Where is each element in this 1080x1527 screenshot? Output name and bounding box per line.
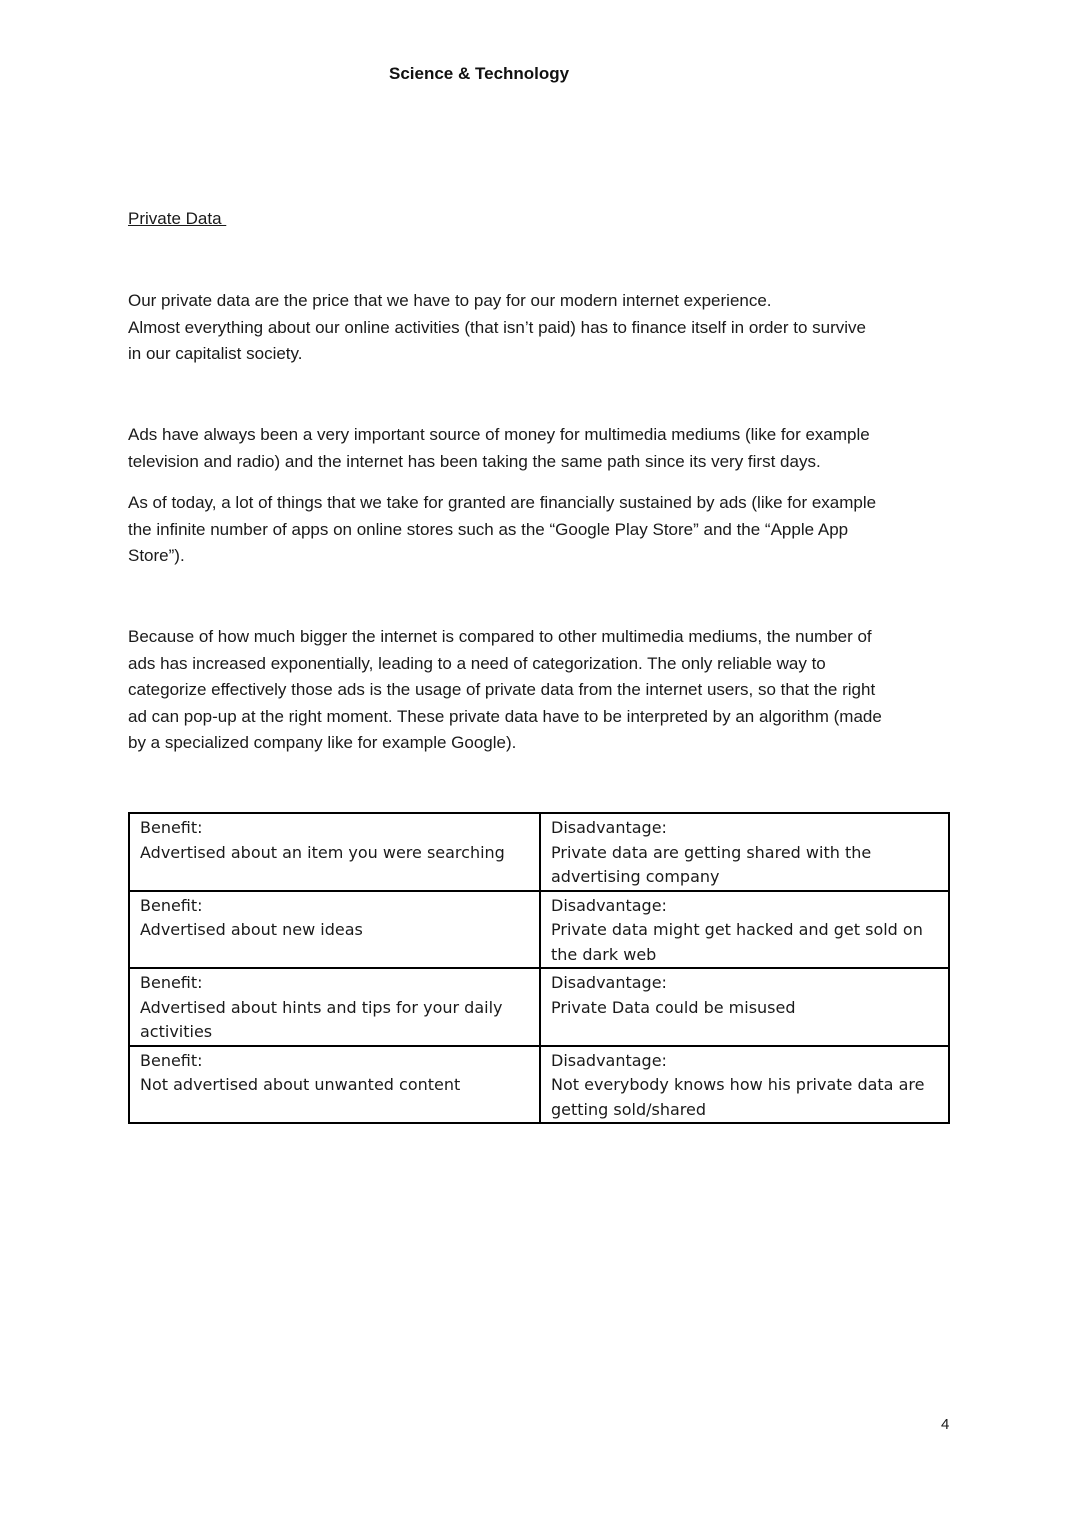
disadvantage-cell: [540, 813, 949, 891]
page-number: 4: [941, 1416, 950, 1433]
benefit-text: Not advertised about unwanted content: [140, 1075, 461, 1094]
paragraph-line: Ads have always been a very important source of money for multimedia mediums (like for example: [128, 425, 870, 444]
disadvantage-cell: [540, 1046, 949, 1124]
paragraph-line: in our capitalist society.: [128, 344, 303, 363]
paragraph-line: Almost everything about our online activities (that isn’t paid) has to finance itself in order to survive: [128, 317, 866, 337]
disadvantage-label: Disadvantage:: [551, 1050, 667, 1070]
disadvantage-text: Private Data could be misused: [551, 997, 796, 1017]
paragraph-ads-history: [128, 422, 958, 475]
benefit-cell: [129, 968, 540, 1046]
paragraph-line: ad can pop-up at the right moment. These private data have to be interpreted by an algorithm (made: [128, 706, 882, 726]
disadvantage-label: Disadvantage:: [551, 895, 667, 915]
benefit-cell: [129, 813, 540, 891]
paragraph-line: Because of how much bigger the internet is compared to other multimedia mediums, the number of: [128, 627, 872, 646]
paragraph-ads-today: [128, 490, 958, 570]
benefit-label: Benefit:: [140, 895, 203, 915]
paragraph-line: Our private data are the price that we have to pay for our modern internet experience.: [128, 291, 772, 310]
benefits-disadvantages-table: [128, 812, 950, 1124]
paragraph-categorization: [128, 624, 958, 757]
benefit-text: Advertised about hints and tips for your daily activities: [140, 997, 503, 1041]
paragraph-line: categorize effectively those ads is the usage of private data from the internet users, so that the right: [128, 680, 876, 699]
disadvantage-text: Private data are getting shared with the advertising company: [551, 842, 872, 886]
benefit-label: Benefit:: [140, 973, 203, 992]
benefit-text: Advertised about new ideas: [140, 920, 363, 939]
paragraph-line: As of today, a lot of things that we take for granted are financially sustained by ads (like for example: [128, 493, 877, 512]
table-row: [129, 891, 949, 969]
paragraph-line: Store”).: [128, 546, 185, 565]
disadvantage-text: Private data might get hacked and get sold on the dark web: [551, 920, 923, 964]
page-header-title: Science & Technology: [389, 64, 570, 83]
paragraph-line: television and radio) and the internet has been taking the same path since its very first days.: [128, 451, 821, 471]
benefit-cell: [129, 1046, 540, 1124]
disadvantage-label: Disadvantage:: [551, 973, 667, 992]
disadvantage-cell: [540, 891, 949, 969]
benefit-label: Benefit:: [140, 818, 203, 837]
paragraph-line: the infinite number of apps on online stores such as the “Google Play Store” and the “Apple App: [128, 519, 849, 539]
benefit-cell: [129, 891, 540, 969]
paragraph-intro: [128, 288, 958, 368]
table-row: [129, 968, 949, 1046]
section-title: Private Data: [128, 209, 227, 228]
benefit-text: Advertised about an item you were searching: [140, 842, 505, 862]
paragraph-line: by a specialized company like for example Google).: [128, 733, 517, 752]
paragraph-line: ads has increased exponentially, leading to a need of categorization. The only reliable way to: [128, 653, 826, 673]
table-row: [129, 813, 949, 891]
benefit-label: Benefit:: [140, 1050, 203, 1070]
disadvantage-text: Not everybody knows how his private data are getting sold/shared: [551, 1075, 925, 1119]
table-row: [129, 1046, 949, 1124]
disadvantage-label: Disadvantage:: [551, 818, 667, 837]
disadvantage-cell: [540, 968, 949, 1046]
